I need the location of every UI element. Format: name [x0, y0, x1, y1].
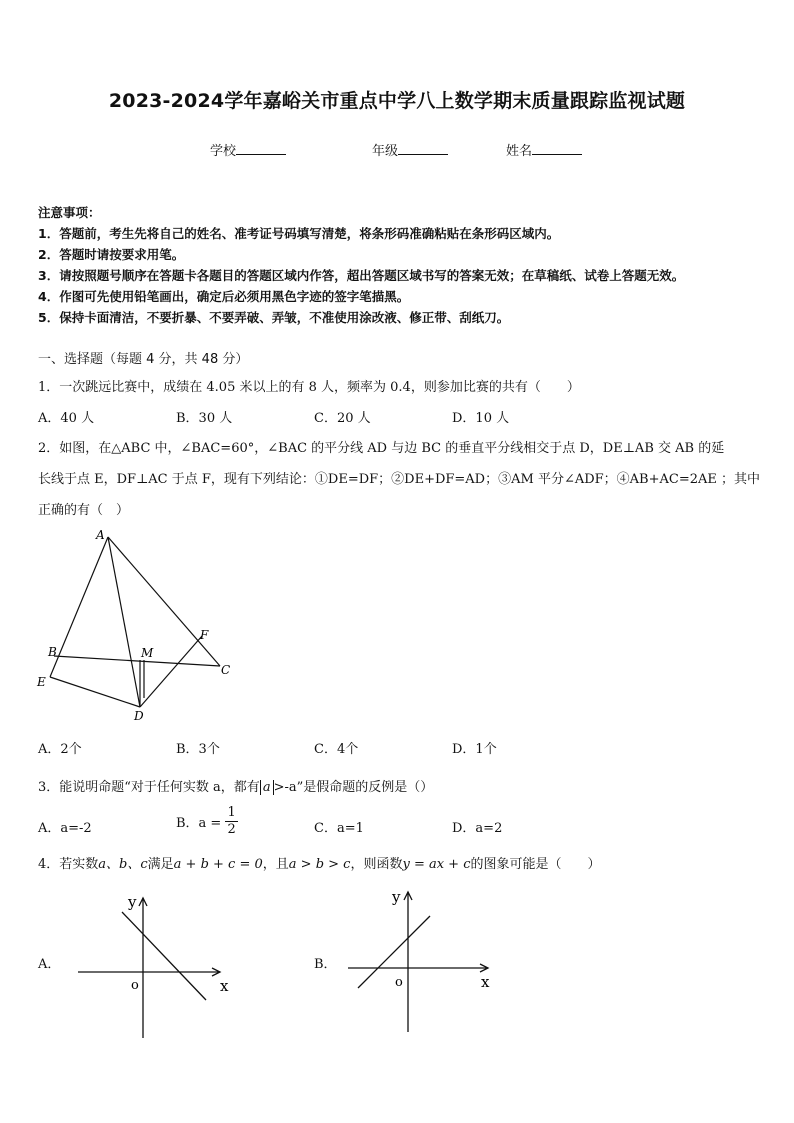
name-blank[interactable]: [532, 142, 582, 155]
origin-label: o: [395, 975, 403, 990]
q3-text-pre: 3．能说明命题“对于任何实数 a，都有: [38, 780, 260, 795]
section-title: 一、选择题（每题 4 分，共 48 分）: [38, 352, 249, 367]
y-label: y: [392, 888, 401, 906]
q4-func: y = ax + c: [402, 857, 471, 872]
q3-option-d[interactable]: D．a=2: [452, 821, 503, 836]
q1-option-c[interactable]: C．20 人: [314, 411, 371, 426]
school-blank[interactable]: [236, 142, 286, 155]
question-2-line-3: 正确的有（ ）: [38, 503, 130, 518]
y-label: y: [128, 893, 137, 911]
function-line: [358, 916, 430, 988]
fraction-denominator: 2: [227, 822, 236, 837]
fraction: [225, 805, 237, 838]
q2-option-d[interactable]: D．1个: [452, 742, 497, 757]
x-label: x: [220, 977, 229, 995]
note-item: 2．答题时请按要求用笔。: [38, 247, 185, 262]
q4-vars: a、b、c: [98, 857, 148, 872]
notes-title: 注意事项：: [38, 205, 101, 220]
q1-option-a[interactable]: A．40 人: [38, 411, 95, 426]
question-3-text: [38, 776, 433, 795]
label-d: D: [134, 709, 144, 723]
q3-option-b-label: B．a =: [176, 816, 222, 831]
question-1-text: 1．一次跳远比赛中，成绩在 4.05 米以上的有 8 人，频率为 0.4，则参加比赛的共有（ ）: [38, 380, 580, 395]
fraction-numerator: 1: [227, 805, 236, 820]
q2-option-a[interactable]: A．2个: [38, 742, 82, 757]
q4-option-a[interactable]: A．: [38, 957, 61, 972]
graph-a: [70, 888, 240, 1043]
q4-text-pre: 4．若实数: [38, 857, 99, 872]
q1-option-b[interactable]: B．30 人: [176, 411, 233, 426]
q4-text-post: 的图象可能是（ ）: [470, 857, 601, 872]
triangle-figure: [30, 524, 250, 724]
q4-cond1: a + b + c = 0: [173, 857, 263, 872]
name-field[interactable]: [506, 140, 582, 159]
name-label: 姓名: [506, 144, 533, 159]
question-2-line-2: 长线于点 E，DF⊥AC 于点 F，现有下列结论：①DE=DF；②DE+DF=AD；③AM 平分∠ADF；④AB+AC=2AE ；其中: [38, 472, 761, 487]
note-item: 3．请按照题号顺序在答题卡各题目的答题区域内作答，超出答题区域书写的答案无效；在草稿纸、试卷上答题无效。: [38, 268, 685, 283]
grade-blank[interactable]: [398, 142, 448, 155]
q4-cond2: a > b > c: [288, 857, 351, 872]
label-b: B: [48, 645, 57, 659]
q4-option-b[interactable]: B．: [314, 957, 337, 972]
page-title: 2023-2024学年嘉峪关市重点中学八上数学期末质量跟踪监视试题: [108, 90, 686, 112]
q3-abs-var: a: [260, 780, 274, 795]
question-2-line-1: 2．如图，在△ABC 中，∠BAC=60°，∠BAC 的平分线 AD 与边 BC 的垂直平分线相交于点 D，DE⊥AB 交 AB 的延: [38, 441, 725, 456]
graph-b: [340, 880, 510, 1040]
note-item: 1．答题前，考生先将自己的姓名、准考证号码填写清楚，将条形码准确粘贴在条形码区域内。: [38, 226, 560, 241]
x-label: x: [481, 973, 490, 991]
q3-option-b[interactable]: [176, 805, 238, 838]
question-4-text: [38, 853, 601, 872]
q2-option-b[interactable]: B．3个: [176, 742, 220, 757]
segment-ed: [50, 677, 140, 707]
label-f: F: [200, 628, 209, 642]
q4-text-mid1: 满足: [147, 857, 174, 872]
segment-ad: [108, 537, 140, 707]
q4-text-mid3: ，则函数: [350, 857, 403, 872]
q1-option-d[interactable]: D．10 人: [452, 411, 510, 426]
q3-option-a[interactable]: A．a=-2: [38, 821, 92, 836]
label-e: E: [37, 675, 46, 689]
q3-option-c[interactable]: C．a=1: [314, 821, 364, 836]
origin-label: o: [131, 978, 139, 993]
label-a: A: [96, 528, 105, 542]
q3-text-post: >-a”是假命题的反例是（）: [273, 780, 434, 795]
note-item: 4．作图可先使用铅笔画出，确定后必须用黑色字迹的签字笔描黑。: [38, 289, 410, 304]
segment-bc: [54, 656, 220, 666]
grade-field[interactable]: [372, 140, 448, 159]
grade-label: 年级: [372, 144, 399, 159]
q4-text-mid2: ，且: [262, 857, 289, 872]
school-label: 学校: [210, 144, 237, 159]
note-item: 5．保持卡面清洁，不要折暴、不要弄破、弄皱，不准使用涂改液、修正带、刮纸刀。: [38, 310, 510, 325]
school-field[interactable]: [210, 140, 286, 159]
label-c: C: [221, 663, 231, 677]
segment-ac: [108, 537, 220, 666]
label-m: M: [141, 646, 154, 660]
q2-option-c[interactable]: C．4个: [314, 742, 359, 757]
